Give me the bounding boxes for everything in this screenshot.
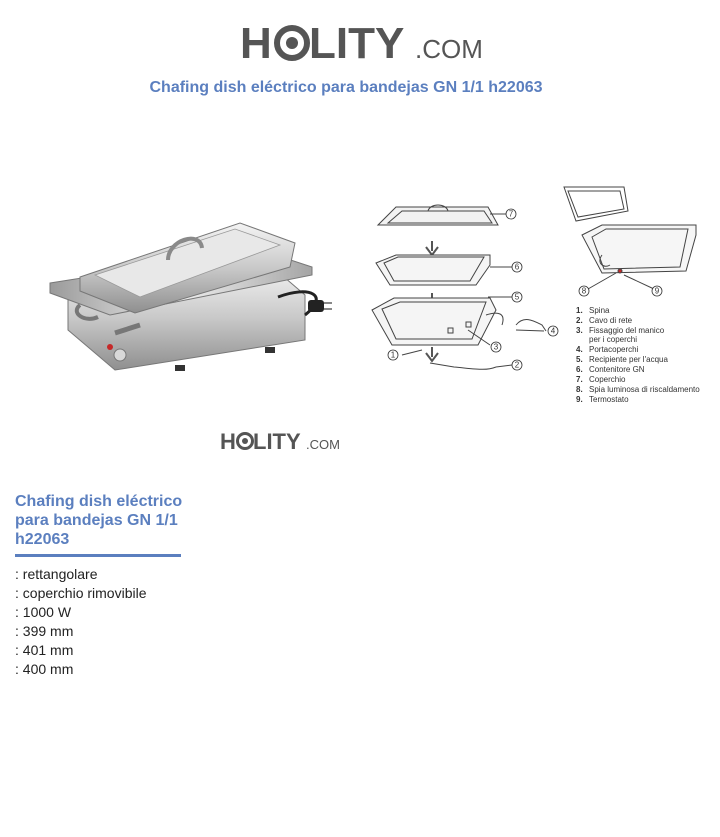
spec-list (15, 565, 147, 679)
diagram-legend (576, 306, 700, 404)
legend-text-4: Portacoperchi (589, 345, 639, 354)
legend-num-6: 6. (576, 365, 583, 374)
svg-text:8: 8 (581, 286, 587, 296)
legend-text-2: Cavo di rete (589, 316, 633, 325)
legend-text-3: Fissaggio del manico (589, 326, 665, 335)
svg-text:1: 1 (390, 350, 396, 360)
legend-text-1: Spina (589, 306, 610, 315)
legend-num-5: 5. (576, 355, 583, 364)
svg-text:6: 6 (514, 262, 520, 272)
logo-o-icon-small (238, 434, 253, 449)
spec-item-width: : 399 mm (15, 623, 74, 639)
legend-num-3: 3. (576, 326, 583, 335)
spec-item-lid: : coperchio rimovibile (15, 585, 147, 601)
logo-letters: LITY (309, 19, 405, 66)
legend-num-7: 7. (576, 375, 583, 384)
legend-num-4: 4. (576, 345, 583, 354)
spec-item-depth: : 401 mm (15, 642, 74, 658)
spec-item-power: : 1000 W (15, 604, 72, 620)
legend-text-7: Coperchio (589, 375, 626, 384)
svg-text:9: 9 (654, 286, 660, 296)
legend-text-5: Recipiente per l'acqua (589, 355, 668, 364)
svg-text:.COM: .COM (306, 437, 340, 452)
legend-text-8: Spia luminosa di riscaldamento (589, 385, 700, 394)
product-name: Chafing dish eléctrico para bandejas GN 1/1 h22063 (15, 493, 183, 548)
product-photo (40, 205, 340, 390)
svg-text:3: 3 (493, 342, 499, 352)
legend-text-6: Contenitore GN (589, 365, 645, 374)
svg-text:LITY: LITY (253, 429, 301, 454)
spec-item-shape: : rettangolare (15, 566, 98, 582)
svg-text:4: 4 (550, 326, 556, 336)
svg-text:2: 2 (514, 360, 520, 370)
legend-num-1: 1. (576, 306, 583, 315)
logo-o-icon (277, 28, 307, 58)
svg-text:7: 7 (508, 209, 514, 219)
legend-num-2: 2. (576, 316, 583, 325)
holity-logo-small (220, 428, 340, 454)
title-divider (15, 554, 181, 557)
exploded-diagram (366, 185, 716, 410)
legend-text-9: Termostato (589, 395, 629, 404)
legend-num-9: 9. (576, 395, 583, 404)
spec-item-height: : 400 mm (15, 661, 74, 677)
logo-letter-h: H (240, 19, 272, 66)
legend-num-8: 8. (576, 385, 583, 394)
page-title: Chafing dish eléctrico para bandejas GN 1/1 h22063 (149, 79, 543, 96)
svg-text:5: 5 (514, 292, 520, 302)
legend-text-3b: per i coperchi (589, 335, 638, 344)
logo-suffix: .COM (415, 34, 483, 64)
svg-text:H: H (220, 429, 236, 454)
holity-logo[interactable] (240, 18, 485, 66)
